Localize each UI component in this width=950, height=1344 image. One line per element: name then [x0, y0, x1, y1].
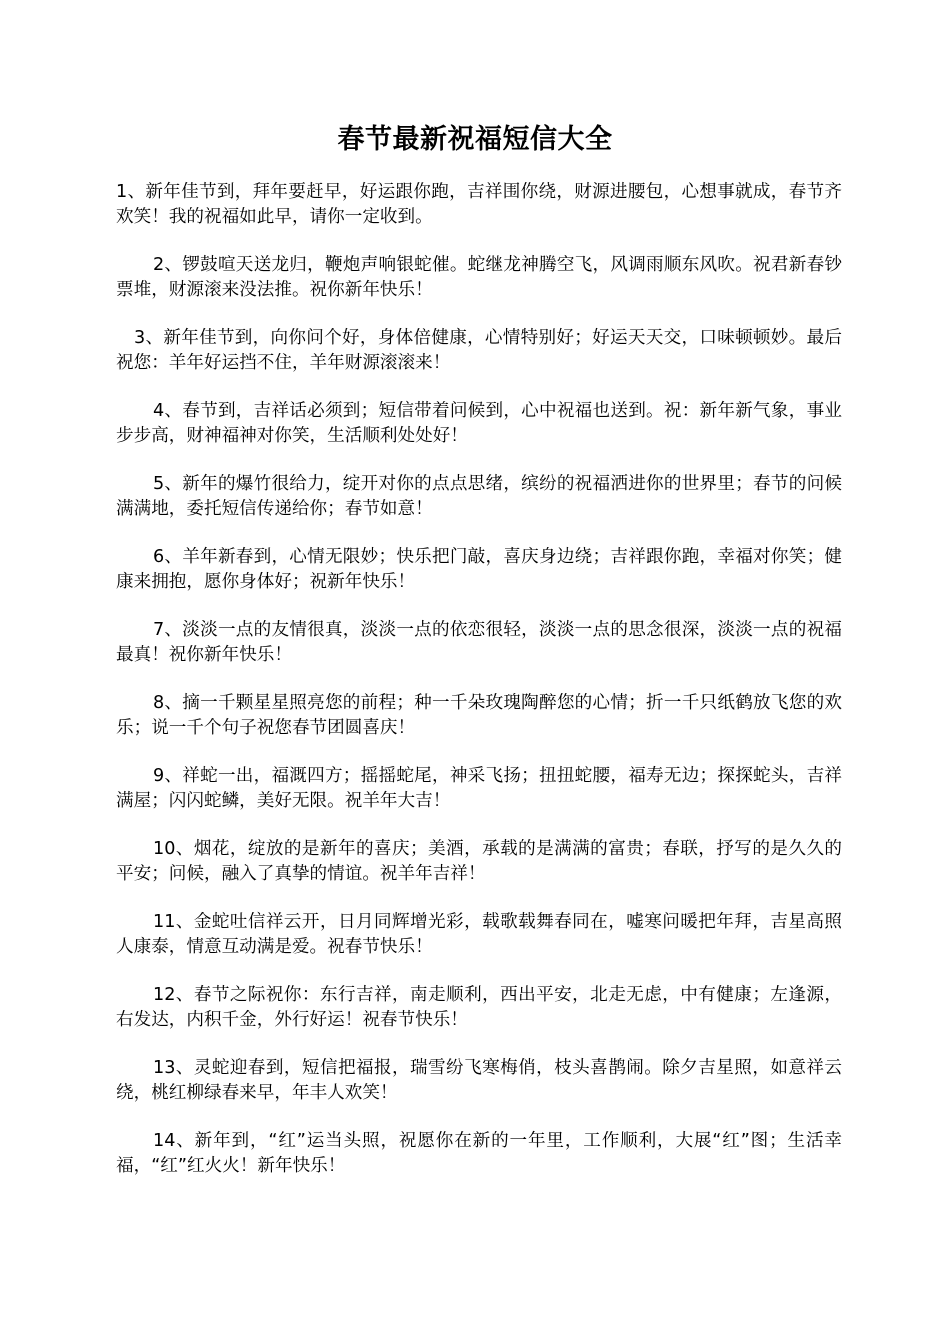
paragraph-8: 8、摘一千颗星星照亮您的前程；种一千朵玫瑰陶醉您的心情；折一千只纸鹤放飞您的欢乐；说一千个句子祝您春节团圆喜庆！ — [116, 693, 842, 738]
paragraph-9: 9、祥蛇一出，福溉四方；摇摇蛇尾，神采飞扬；扭扭蛇腰，福寿无边；探探蛇头，吉祥满屋；闪闪蛇鳞，美好无限。祝羊年大吉！ — [116, 766, 842, 811]
paragraph-6: 6、羊年新春到，心情无限妙；快乐把门敲，喜庆身边绕；吉祥跟你跑，幸福对你笑；健康来拥抱，愿你身体好；祝新年快乐！ — [116, 547, 842, 592]
paragraph-13: 13、灵蛇迎春到，短信把福报，瑞雪纷飞寒梅俏，枝头喜鹊闹。除夕吉星照，如意祥云绕，桃红柳绿春来早，年丰人欢笑！ — [116, 1058, 842, 1103]
paragraph-1: 1、新年佳节到，拜年要赶早，好运跟你跑，吉祥围你绕，财源进腰包，心想事就成，春节齐欢笑！我的祝福如此早，请你一定收到。 — [116, 182, 842, 227]
paragraph-4: 4、春节到，吉祥话必须到；短信带着问候到，心中祝福也送到。祝：新年新气象，事业步步高，财神福神对你笑，生活顺利处处好！ — [116, 401, 842, 446]
document-body — [116, 180, 842, 1202]
paragraph-14: 14、新年到，“红”运当头照，祝愿你在新的一年里，工作顺利，大展“红”图；生活幸福，“红”红火火！新年快乐！ — [116, 1131, 842, 1176]
paragraph-7: 7、淡淡一点的友情很真，淡淡一点的依恋很轻，淡淡一点的思念很深，淡淡一点的祝福最真！祝你新年快乐！ — [116, 620, 842, 665]
paragraph-12: 12、春节之际祝你：东行吉祥，南走顺利，西出平安，北走无虑，中有健康；左逢源，右发达，内积千金，外行好运！祝春节快乐！ — [116, 985, 842, 1030]
document-title: 春节最新祝福短信大全 — [337, 124, 613, 155]
paragraph-3: 3、新年佳节到，向你问个好，身体倍健康，心情特别好；好运天天交，口味顿顿妙。最后祝您：羊年好运挡不住，羊年财源滚滚来！ — [116, 328, 842, 373]
paragraph-2: 2、锣鼓喧天送龙归，鞭炮声响银蛇催。蛇继龙神腾空飞，风调雨顺东风吹。祝君新春钞票堆，财源滚来没法推。祝你新年快乐！ — [116, 255, 842, 300]
paragraph-11: 11、金蛇吐信祥云开，日月同辉增光彩，载歌载舞春同在，嘘寒问暖把年拜，吉星高照人康泰，情意互动满是爱。祝春节快乐！ — [116, 912, 842, 957]
paragraph-5: 5、新年的爆竹很给力，绽开对你的点点思绪，缤纷的祝福洒进你的世界里；春节的问候满满地，委托短信传递给你；春节如意！ — [116, 474, 842, 519]
paragraph-10: 10、烟花，绽放的是新年的喜庆；美酒，承载的是满满的富贵；春联，抒写的是久久的平安；问候，融入了真挚的情谊。祝羊年吉祥！ — [116, 839, 842, 884]
